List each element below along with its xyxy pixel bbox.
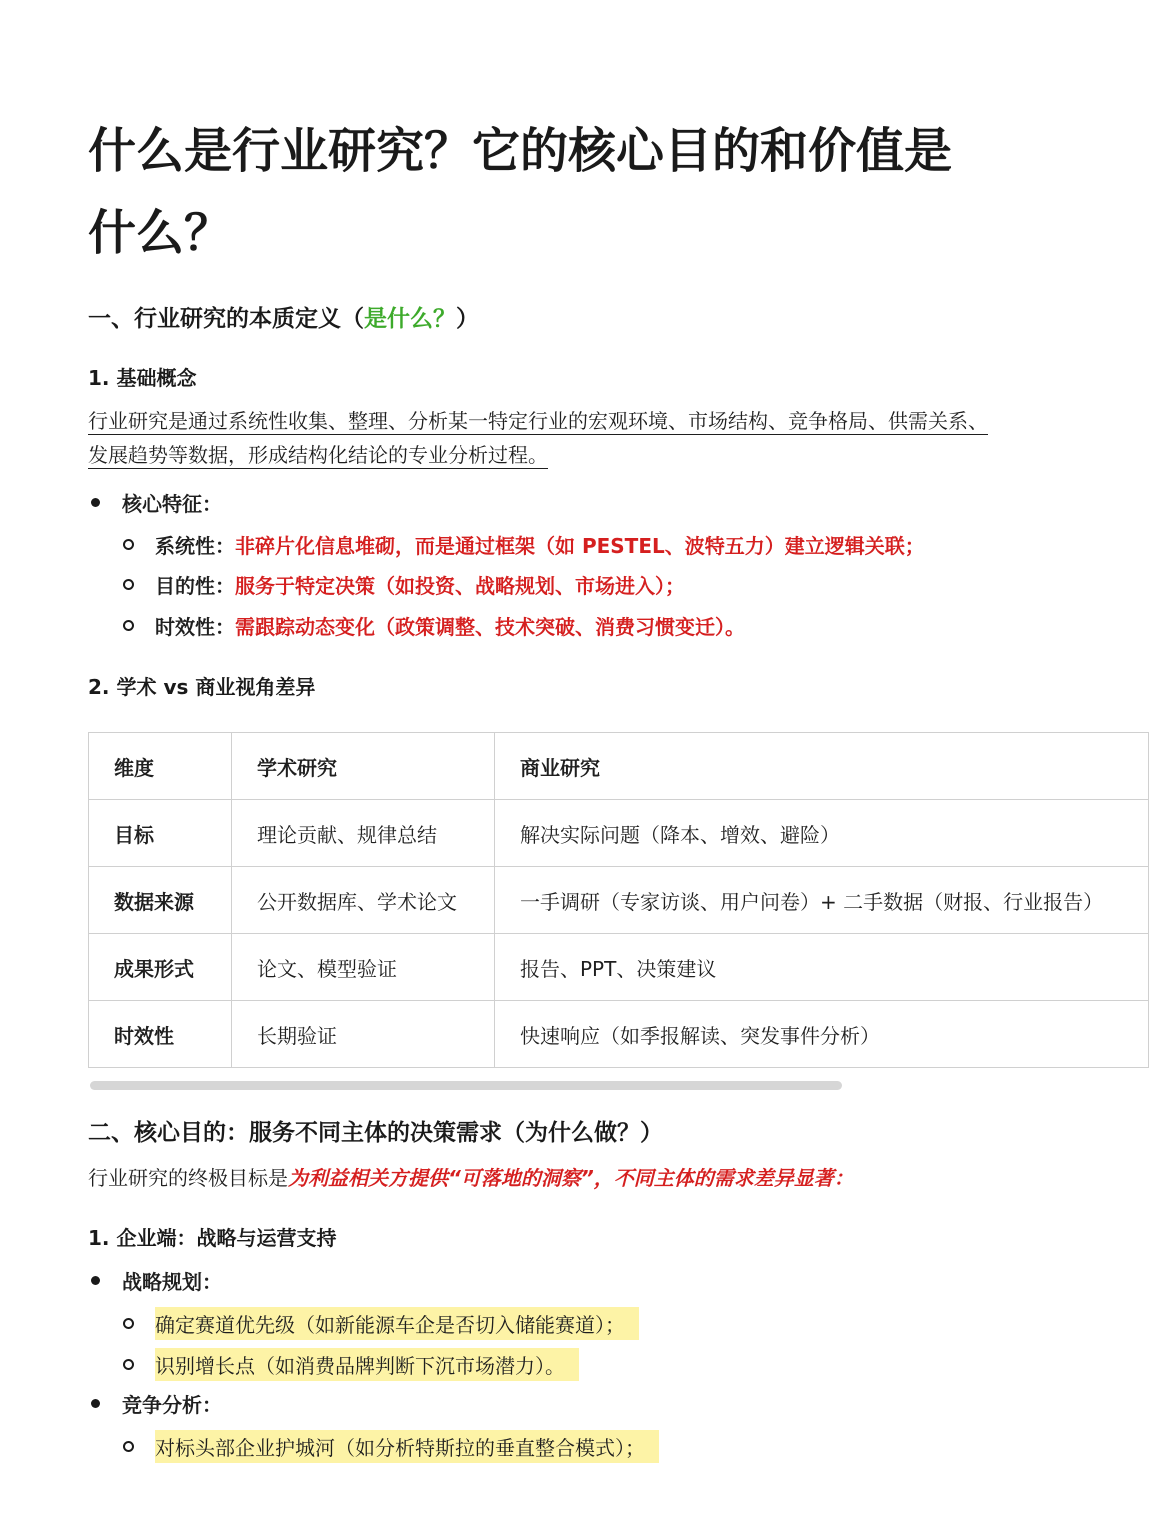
bullet-ring-icon <box>123 539 134 550</box>
table-row <box>89 934 1149 1001</box>
feature-item <box>123 570 685 599</box>
highlighted-text: 确定赛道优先级（如新能源车企是否切入储能赛道）； <box>155 1307 639 1340</box>
definition-paragraph: 行业研究是通过系统性收集、整理、分析某一特定行业的宏观环境、市场结构、竞争格局、供需关系、发展趋势等数据，形成结构化结论的专业分析过程。 <box>88 409 988 467</box>
highlighted-text: 对标头部企业护城河（如分析特斯拉的垂直整合模式）； <box>155 1430 659 1463</box>
table-row <box>89 1001 1149 1068</box>
subheading-perspective-diff: 2. 学术 vs 商业视角差异 <box>88 675 316 699</box>
feature-item <box>123 611 745 640</box>
table-cell: 一手调研（专家访谈、用户问卷）+ 二手数据（财报、行业报告） <box>495 867 1149 934</box>
bullet-strategy <box>91 1266 222 1295</box>
table-cell: 理论贡献、规律总结 <box>232 800 495 867</box>
highlighted-text: 识别增长点（如消费品牌判断下沉市场潜力）。 <box>155 1348 579 1381</box>
core-features-label: 核心特征： <box>122 492 222 516</box>
bullet-dot-icon <box>91 1276 100 1285</box>
section-1-heading-prefix: 一、行业研究的本质定义（ <box>88 306 364 332</box>
feature-label: 时效性： <box>155 615 235 639</box>
table-row <box>89 800 1149 867</box>
list-item <box>123 1348 579 1381</box>
bullet-core-features <box>91 488 222 517</box>
list-item <box>123 1307 639 1340</box>
section-2-intro <box>88 1161 854 1195</box>
section-1-heading-highlight: 是什么？ <box>364 306 456 332</box>
comparison-table-scroll-area[interactable] <box>88 732 1104 1078</box>
table-cell: 解决实际问题（降本、增效、避险） <box>495 800 1149 867</box>
feature-text: 非碎片化信息堆砌，而是通过框架（如 PESTEL、波特五力）建立逻辑关联； <box>235 534 925 558</box>
bullet-competition <box>91 1389 222 1418</box>
table-cell: 论文、模型验证 <box>232 934 495 1001</box>
table-horizontal-scrollbar[interactable] <box>90 1081 842 1090</box>
section-1-heading <box>88 300 479 333</box>
bullet-ring-icon <box>123 620 134 631</box>
comparison-table <box>88 732 1149 1068</box>
bullet-ring-icon <box>123 1441 134 1452</box>
feature-label: 系统性： <box>155 534 235 558</box>
table-cell: 报告、PPT、决策建议 <box>495 934 1149 1001</box>
bullet-dot-icon <box>91 1399 100 1408</box>
table-header-cell: 维度 <box>89 733 232 800</box>
table-row-header: 成果形式 <box>89 934 232 1001</box>
table-row-header: 数据来源 <box>89 867 232 934</box>
bullet-ring-icon <box>123 1359 134 1370</box>
feature-label: 目的性： <box>155 574 235 598</box>
feature-item <box>123 530 925 559</box>
table-row-header: 时效性 <box>89 1001 232 1068</box>
page-title: 什么是行业研究？它的核心目的和价值是什么？ <box>88 123 953 261</box>
table-row-header: 目标 <box>89 800 232 867</box>
table-cell: 长期验证 <box>232 1001 495 1068</box>
table-cell: 公开数据库、学术论文 <box>232 867 495 934</box>
section-2-heading: 二、核心目的：服务不同主体的决策需求（为什么做？） <box>88 1120 663 1146</box>
feature-text: 服务于特定决策（如投资、战略规划、市场进入）； <box>235 574 685 598</box>
subheading-enterprise: 1. 企业端：战略与运营支持 <box>88 1226 337 1250</box>
table-header-row <box>89 733 1149 800</box>
group-label: 战略规划： <box>122 1270 222 1294</box>
table-header-cell: 学术研究 <box>232 733 495 800</box>
intro-emphasis-text: 为利益相关方提供“可落地的洞察”，不同主体的需求差异显著： <box>288 1166 854 1190</box>
table-header-cell: 商业研究 <box>495 733 1149 800</box>
feature-text: 需跟踪动态变化（政策调整、技术突破、消费习惯变迁）。 <box>235 615 745 639</box>
table-row <box>89 867 1149 934</box>
list-item <box>123 1430 659 1463</box>
bullet-ring-icon <box>123 1318 134 1329</box>
section-1-heading-suffix: ） <box>456 306 479 332</box>
subheading-basic-concept: 1. 基础概念 <box>88 366 197 390</box>
group-label: 竞争分析： <box>122 1393 222 1417</box>
bullet-ring-icon <box>123 579 134 590</box>
intro-plain-text: 行业研究的终极目标是 <box>88 1166 288 1190</box>
table-cell: 快速响应（如季报解读、突发事件分析） <box>495 1001 1149 1068</box>
bullet-dot-icon <box>91 498 100 507</box>
